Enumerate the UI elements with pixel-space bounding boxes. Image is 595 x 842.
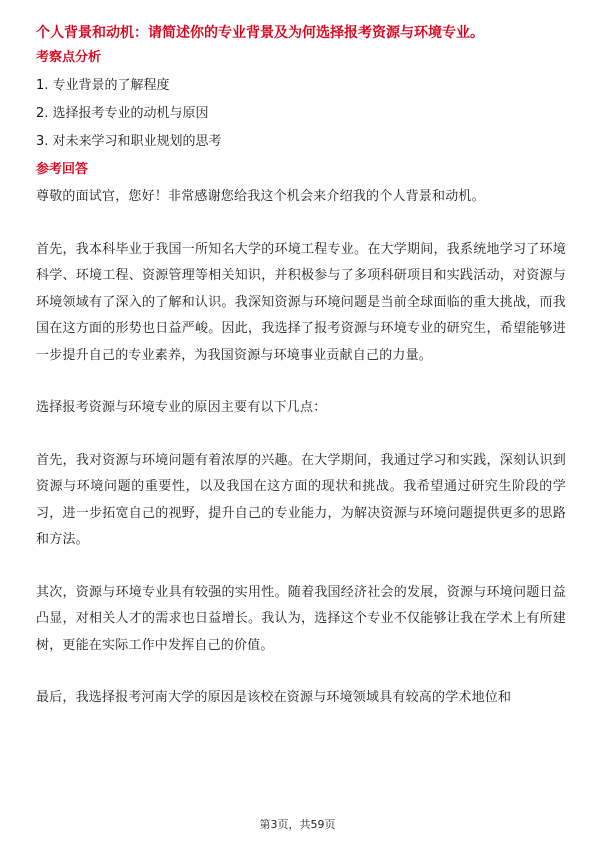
answer-paragraph-practicality: 其次，资源与环境专业具有较强的实用性。随着我国经济社会的发展，资源与环境问题日益凸显，对相关人才的需求也日益增长。我认为，选择这个专业不仅能够让我在学术上有所建树，更能在实际工作中发挥自己的价值。 [36,584,566,653]
analysis-point-list [36,72,566,156]
question-title: 个人背景和动机：请简述你的专业背景及为何选择报考资源与环境专业。 [36,25,484,41]
answer-paragraph-background: 首先，我本科毕业于我国一所知名大学的环境工程专业。在大学期间，我系统地学习了环境科学、环境工程、资源管理等相关知识，并积极参与了多项科研项目和实践活动，对资源与环境领域有了深入的了解和认识。我深知资源与环境问题是当前全球面临的重大挑战，而我国在这方面的形势也日益严峻。因此，我选择了报考资源与环境专业的研究生，希望能够进一步提升自己的专业素养，为我国资源与环境事业贡献自己的力量。 [36,241,566,363]
answer-paragraph-interest: 首先，我对资源与环境问题有着浓厚的兴趣。在大学期间，我通过学习和实践，深刻认识到资源与环境问题的重要性，以及我国在这方面的现状和挑战。我希望通过研究生阶段的学习，进一步拓宽自己的视野，提升自己的专业能力，为解决资源与环境问题提供更多的思路和方法。 [36,452,566,547]
answer-paragraph-university: 最后，我选择报考河南大学的原因是该校在资源与环境领域具有较高的学术地位和 [36,690,512,705]
answer-heading: 参考回答 [36,162,89,177]
analysis-point: 1. 专业背景的了解程度 [36,78,170,93]
page-content [36,22,566,738]
page-number-footer: 第3页，共59页 [259,818,336,831]
analysis-heading: 考察点分析 [36,50,102,65]
answer-paragraph-greeting: 尊敬的面试官，您好！非常感谢您给我这个机会来介绍我的个人背景和动机。 [36,189,485,204]
analysis-point: 3. 对未来学习和职业规划的思考 [36,134,222,149]
answer-paragraph-reasons-intro: 选择报考资源与环境专业的原因主要有以下几点： [36,400,327,415]
analysis-point: 2. 选择报考专业的动机与原因 [36,106,209,121]
